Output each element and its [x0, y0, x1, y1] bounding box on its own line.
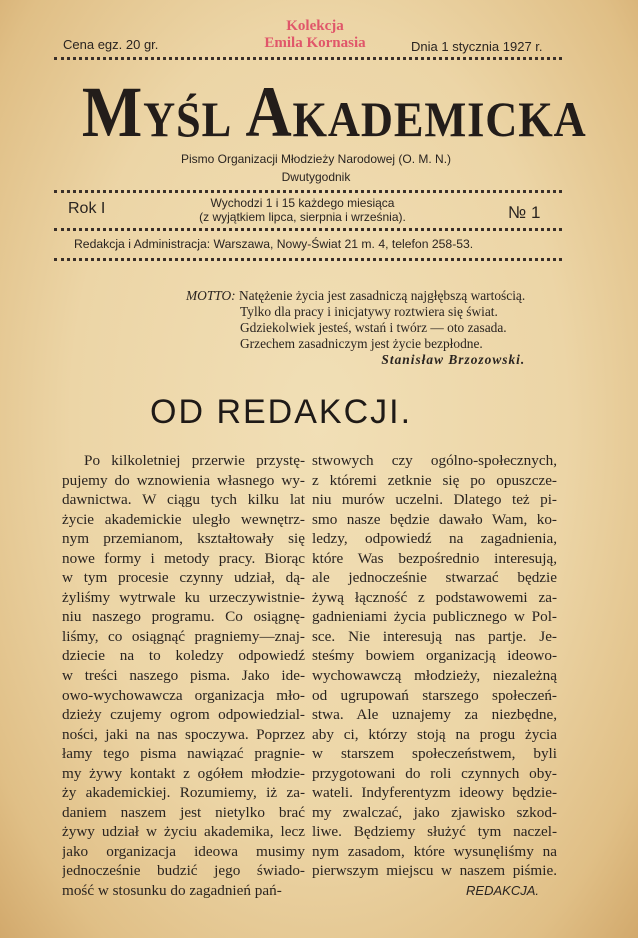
collection-stamp-line-1: Kolekcja: [286, 18, 344, 34]
article-line: ności, jaki na nas spoczywa. Poprzez: [62, 725, 305, 743]
article-line: od ugrupowań starszego społeczeń-: [312, 686, 557, 704]
article-line: żywy udział w życiu akademika, lecz: [62, 823, 305, 841]
article-line: ale jednocześnie stwarzać będzie: [312, 569, 557, 587]
article-line: wateli. Indyferentyzm ideowy będzie-: [312, 784, 557, 802]
frequency: Dwutygodnik: [281, 170, 351, 184]
article-line: życie akademickie uległo wewnętrz-: [62, 510, 305, 528]
motto-author: Stanisław Brzozowski.: [381, 352, 526, 367]
article-line: my żywy kontakt z ogółem młodzie-: [62, 764, 305, 782]
motto-line: Natężenie życia jest zasadniczą najgłębszą wartością.: [238, 288, 526, 303]
article-line: jednocześnie budzić jego świado-: [62, 862, 305, 880]
article-line: w starszem społeczeństwem, byli: [312, 745, 557, 763]
volume-year: Rok I: [68, 200, 106, 217]
article-line: z któremi zetknie się po opuszcze-: [312, 471, 557, 489]
article-line: pujemy do wznowienia własnego wy-: [62, 471, 305, 489]
article-line: owo-wychowawcza organizacja mło-: [62, 686, 305, 704]
article-line: wychowawczą młodzieży, niezależną: [312, 667, 557, 685]
article-heading: OD REDAKCJI.: [150, 393, 413, 431]
article-line: przygotowani do roli czynnych oby-: [312, 764, 557, 782]
article-line: liwe. Będziemy służyć tym naczel-: [312, 823, 557, 841]
article-line: stwa. Ale uznajemy za niezbędne,: [312, 706, 557, 724]
address: Redakcja i Administracja: Warszawa, Nowy-Świat 21 m. 4, telefon 258-53.: [74, 237, 474, 251]
article-line: aby ci, którzy stoją na progu życia: [312, 725, 557, 743]
article-column-2: [312, 451, 557, 901]
article-column-1: [62, 451, 305, 901]
article-line: żyliśmy wytrwale ku urzeczywistnie-: [62, 588, 305, 606]
article-line: niu naszego programu. Co osiągnę-: [62, 608, 305, 626]
article-line: w tym procesie czynny udział, dą-: [62, 569, 305, 587]
article-line: dziecie na to koledzy odpowiedź: [62, 647, 305, 665]
price: Cena egz. 20 gr.: [63, 37, 159, 52]
article-line: dzieży czujemy ogrom odpowiedzial-: [62, 706, 305, 724]
article-line: jako organizacja ideowa musimy: [62, 842, 305, 860]
divider: [54, 258, 562, 261]
article-line: nowe formy i metody pracy. Biorąc: [62, 549, 305, 567]
article-line: ży akademickiej. Rozumiemy, iż za-: [62, 784, 305, 802]
schedule-line-2: (z wyjątkiem lipca, sierpnia i września).: [199, 210, 406, 224]
divider: [54, 190, 562, 193]
article-line: dawnictwa. W ciągu tych kilku lat: [62, 491, 305, 509]
motto-line: Gdziekolwiek jesteś, wstań i twórz — oto zasada.: [240, 320, 507, 335]
motto-label: MOTTO:: [186, 288, 236, 303]
article-line: które Was bezpośrednio interesują,: [312, 549, 557, 567]
article-line: nym zasadom, które wysunęliśmy na: [312, 842, 557, 860]
article-line: łamy tego pisma nawiązać pragnie-: [62, 745, 305, 763]
motto-line: Grzechem zasadniczym jest życie bezpłodne.: [240, 336, 483, 351]
article-line: daniem naszem jest nietylko brać: [62, 803, 305, 821]
article-line: ledzy, odpowiedź na zagadnienia,: [312, 530, 557, 548]
article-line: my zwalczać, jako zjawisko szkod-: [312, 803, 557, 821]
article-line: liśmy, co osiągnąć pragniemy—znaj-: [62, 627, 305, 645]
article-line: pierwszym miejscu w naszem piśmie.: [312, 862, 557, 880]
issue-date: Dnia 1 stycznia 1927 r.: [411, 39, 543, 54]
masthead-title: Myśl Akademicka: [81, 72, 587, 152]
article-line: nym przemianom, kształtowały się: [62, 530, 305, 548]
article-line: stwowych czy ogólno-społecznych,: [312, 452, 557, 469]
motto-line: Tylko dla pracy i inicjatywy roztwiera się świat.: [240, 304, 498, 319]
schedule-line-1: Wychodzi 1 i 15 każdego miesiąca: [210, 196, 395, 210]
motto: [186, 288, 525, 368]
divider: [54, 57, 562, 60]
article-line: w treści naszego pisma. Jako ide-: [62, 667, 305, 685]
masthead: [50, 72, 587, 152]
issue-number: № 1: [508, 203, 541, 222]
article-line: Po kilkoletniej przerwie przystę-: [84, 452, 305, 469]
article-line: sce. Nie interesują nas partje. Je-: [312, 627, 557, 645]
article-line: gadnieniami życia publicznego w Pol-: [312, 608, 557, 626]
divider: [54, 228, 562, 231]
article-line: smo nasze będzie dawało Wam, ko-: [312, 510, 557, 528]
article-line: mość w stosunku do zagadnień pań-: [62, 882, 282, 900]
article-line: żywą łączność z podstawowemi za-: [312, 588, 557, 606]
article-line: niu murów uczelni. Dlatego też pi-: [312, 491, 557, 509]
collection-stamp-line-2: Emila Kornasia: [264, 35, 366, 51]
subtitle: Pismo Organizacji Młodzieży Narodowej (O. M. N.): [180, 152, 452, 166]
article-line: steśmy bowiem organizacją ideowo-: [312, 647, 557, 665]
article-signature: REDAKCJA.: [466, 883, 539, 899]
